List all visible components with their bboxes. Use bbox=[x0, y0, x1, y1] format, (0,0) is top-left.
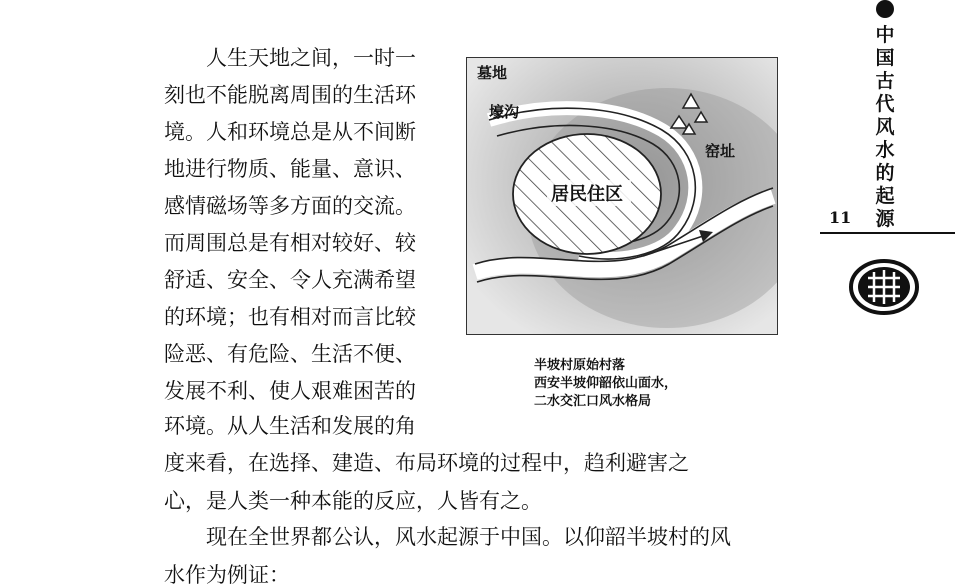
figure-caption bbox=[534, 357, 677, 411]
body-text-line: 舒适、安全、令人充满希望 bbox=[164, 268, 416, 292]
chapter-title-char: 代 bbox=[875, 93, 895, 115]
label-residential-area: 居民住区 bbox=[551, 184, 623, 205]
body-text-line: 现在全世界都公认，风水起源于中国。以仰韶半坡村的风 bbox=[164, 525, 731, 549]
label-cemetery: 墓地 bbox=[477, 64, 508, 82]
body-text-line: 刻也不能脱离周围的生活环 bbox=[164, 83, 416, 107]
body-text-line: 而周围总是有相对较好、较 bbox=[164, 231, 416, 255]
chapter-title-char: 风 bbox=[875, 116, 895, 138]
chapter-marker-icon bbox=[876, 0, 894, 18]
body-text-line: 环境。从人生活和发展的角 bbox=[164, 414, 416, 438]
decorative-emblem-icon bbox=[848, 258, 920, 316]
chapter-title-char: 古 bbox=[875, 70, 895, 92]
body-text-line: 的环境；也有相对而言比较 bbox=[164, 305, 416, 329]
banpo-village-figure bbox=[466, 57, 778, 335]
chapter-title-char: 起 bbox=[875, 185, 895, 207]
body-text-line: 人生天地之间，一时一 bbox=[164, 46, 416, 70]
margin-rule bbox=[820, 232, 955, 234]
caption-line: 西安半坡仰韶依山面水， bbox=[534, 376, 678, 391]
body-text-line: 险恶、有危险、生活不便、 bbox=[164, 342, 416, 366]
label-moat: 壕沟 bbox=[489, 103, 520, 121]
chapter-title-char: 国 bbox=[875, 47, 895, 69]
chapter-title-char: 中 bbox=[875, 24, 895, 46]
caption-line: 半坡村原始村落 bbox=[534, 358, 626, 373]
body-text-line: 水作为例证： bbox=[164, 563, 290, 587]
chapter-title bbox=[872, 24, 898, 231]
body-text-line: 地进行物质、能量、意识、 bbox=[164, 157, 416, 181]
banpo-village-map bbox=[467, 58, 777, 334]
body-text-line: 心，是人类一种本能的反应，人皆有之。 bbox=[164, 489, 542, 513]
caption-line: 二水交汇口风水格局 bbox=[534, 394, 652, 409]
body-text-line: 境。人和环境总是从不间断 bbox=[164, 120, 416, 144]
chapter-title-char: 源 bbox=[875, 208, 895, 230]
chapter-title-char: 的 bbox=[875, 162, 895, 184]
label-kiln: 窑址 bbox=[705, 142, 736, 160]
chapter-title-char: 水 bbox=[875, 139, 895, 161]
page-number: 11 bbox=[829, 208, 852, 227]
body-text-line: 感情磁场等多方面的交流。 bbox=[164, 194, 416, 218]
body-text-line: 发展不利、使人艰难困苦的 bbox=[164, 379, 416, 403]
body-text-line: 度来看，在选择、建造、布局环境的过程中，趋利避害之 bbox=[164, 451, 689, 475]
